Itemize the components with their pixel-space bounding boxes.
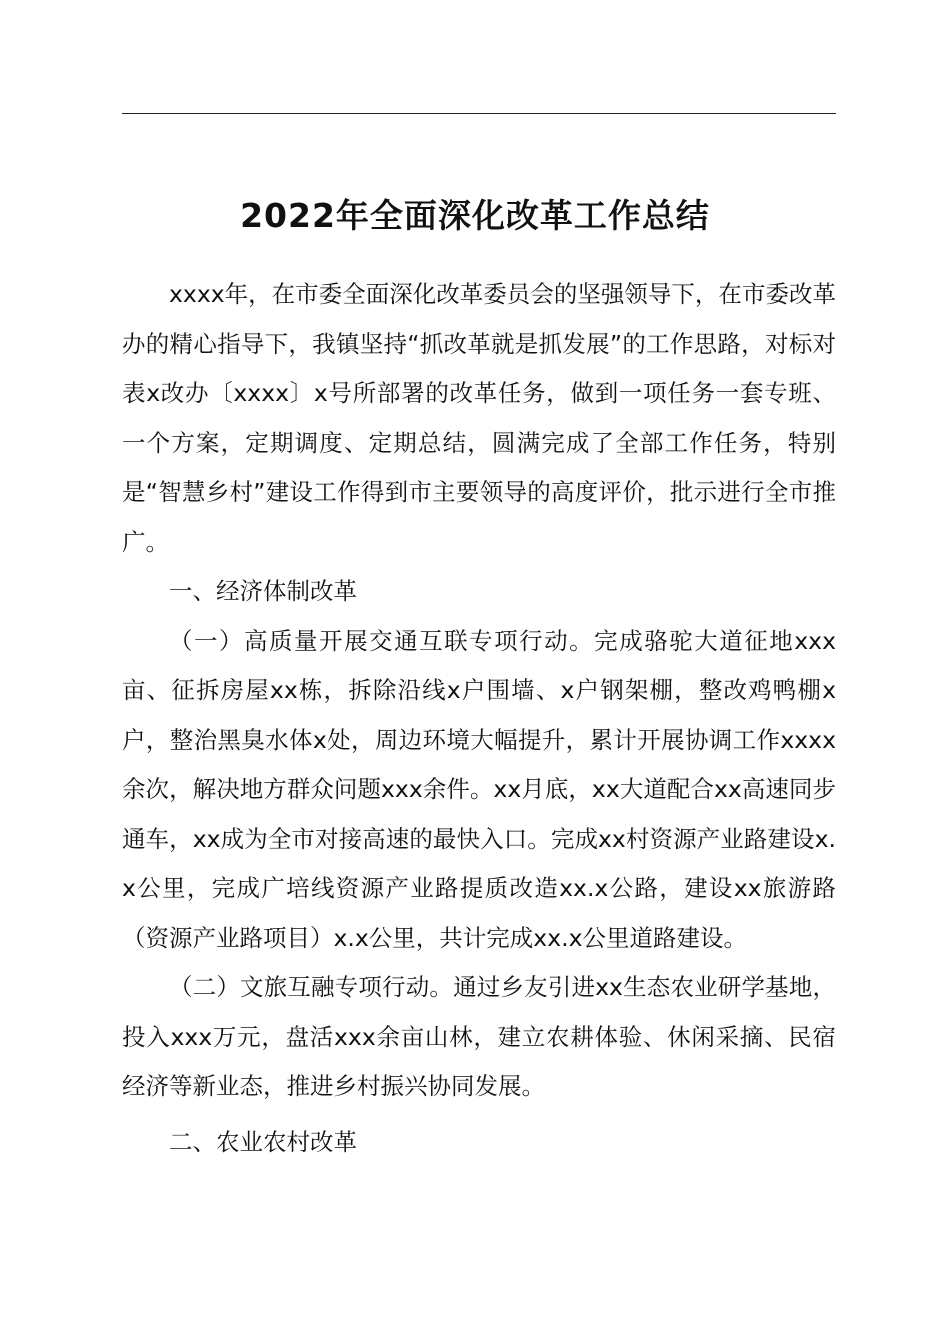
section-heading-agriculture-reform: 二、农业农村改革 <box>169 1127 357 1156</box>
document-body <box>122 270 836 1167</box>
document-title: 2022年全面深化改革工作总结 <box>240 196 710 236</box>
section1-item1-paragraph: （一）高质量开展交通互联专项行动。完成骆驼大道征地xxx亩、征拆房屋xx栋，拆除沿线x户围墙、x户钢架棚，整改鸡鸭棚x户，整治黑臭水体x处，周边环境大幅提升，累计开展协调工作xxxx余次，解决地方群众问题xxx余件。xx月底，xx大道配合xx高速同步通车，xx成为全市对接高速的最快入口。完成xx村资源产业路建设x.x公里，完成广培线资源产业路提质改造xx.x公路，建设xx旅游路（资源产业路项目）x.x公里，共计完成xx.x公里道路建设。 <box>122 626 836 952</box>
section-heading-economic-reform: 一、经济体制改革 <box>169 577 357 605</box>
top-rule-divider <box>122 113 836 114</box>
section1-item2-paragraph: （二）文旅互融专项行动。通过乡友引进xx生态农业研学基地，投入xxx万元，盘活xxx余亩山林，建立农耕体验、休闲采摘、民宿经济等新业态，推进乡村振兴协同发展。 <box>122 973 836 1100</box>
intro-paragraph: xxxx年，在市委全面深化改革委员会的坚强领导下，在市委改革办的精心指导下，我镇坚持“抓改革就是抓发展”的工作思路，对标对表x改办〔xxxx〕x号所部署的改革任务，做到一项任务一套专班、一个方案，定期调度、定期总结，圆满完成了全部工作任务，特别是“智慧乡村”建设工作得到市主要领导的高度评价，批示进行全市推广。 <box>122 280 836 556</box>
